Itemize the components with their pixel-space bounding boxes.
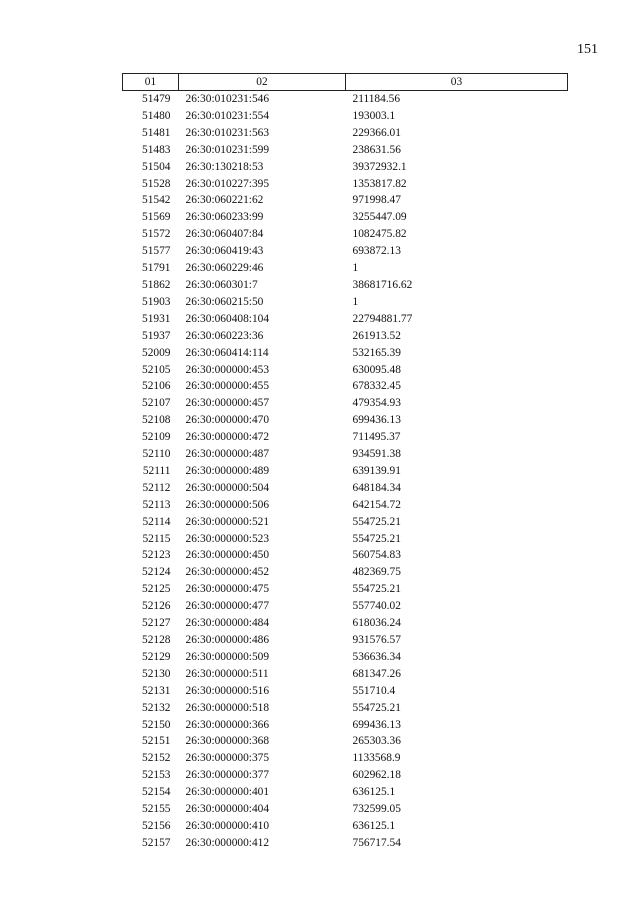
cell-cadastral-number: 26:30:010231:599 [185, 143, 270, 156]
cell-id: 52156 [142, 819, 171, 832]
cell-cadastral-number: 26:30:000000:509 [185, 650, 270, 663]
cell-cadastral-number: 26:30:060221:62 [185, 194, 264, 207]
cell-id: 52132 [142, 701, 171, 714]
cell-value: 1353817.82 [352, 177, 407, 190]
cell-cadastral-number: 26:30:000000:453 [185, 363, 270, 376]
cell-cadastral-number: 26:30:000000:366 [185, 718, 270, 731]
table-row [123, 446, 568, 463]
cell-value: 602962.18 [352, 769, 401, 782]
cell-id: 51569 [142, 211, 171, 224]
cell-cadastral-number: 26:30:000000:523 [185, 532, 270, 545]
cell-cadastral-number: 26:30:000000:452 [185, 566, 270, 579]
table-header [123, 74, 568, 91]
cell-value: 699436.13 [352, 414, 401, 427]
cell-cadastral-number: 26:30:000000:377 [185, 769, 270, 782]
cell-id: 51577 [142, 245, 171, 258]
cell-id: 52106 [142, 380, 171, 393]
table-row [123, 209, 568, 226]
cell-id: 51481 [142, 126, 171, 139]
cell-value: 554725.21 [352, 532, 401, 545]
table-row [123, 345, 568, 362]
table-row [123, 226, 568, 243]
table-row [123, 429, 568, 446]
table-row [123, 564, 568, 581]
cell-cadastral-number: 26:30:060407:84 [185, 228, 264, 241]
cell-value: 642154.72 [352, 498, 401, 511]
cell-value: 265303.36 [352, 735, 401, 748]
cell-value: 693872.13 [352, 245, 401, 258]
cell-id: 51504 [142, 160, 171, 173]
cell-id: 51528 [142, 177, 171, 190]
cell-value: 551710.4 [352, 684, 396, 697]
table-row [123, 480, 568, 497]
table-row [123, 192, 568, 209]
cell-id: 52154 [142, 786, 171, 799]
cell-value: 636125.1 [352, 786, 396, 799]
cell-value: 38681716.62 [352, 278, 413, 291]
cell-id: 52123 [142, 549, 171, 562]
table-row [123, 311, 568, 328]
header-row [123, 74, 568, 91]
cell-cadastral-number: 26:30:060215:50 [185, 295, 264, 308]
cell-cadastral-number: 26:30:000000:516 [185, 684, 270, 697]
table-row [123, 395, 568, 412]
data-table [122, 73, 568, 852]
table-row [123, 463, 568, 480]
cell-value: 532165.39 [352, 346, 401, 359]
table-row [123, 615, 568, 632]
cell-value: 229366.01 [352, 126, 401, 139]
cell-cadastral-number: 26:30:000000:518 [185, 701, 270, 714]
cell-id: 52113 [142, 498, 171, 511]
cell-value: 1 [352, 262, 359, 275]
cell-id: 52130 [142, 667, 171, 680]
cell-value: 648184.34 [352, 481, 401, 494]
cell-id: 51480 [142, 109, 171, 122]
cell-value: 678332.45 [352, 380, 401, 393]
cell-value: 732599.05 [352, 803, 401, 816]
cell-id: 52129 [142, 650, 171, 663]
table-row [123, 108, 568, 125]
cell-value: 261913.52 [352, 329, 401, 342]
cell-id: 51479 [142, 93, 171, 105]
cell-id: 51937 [142, 329, 171, 342]
cell-value: 931576.57 [352, 634, 401, 646]
cell-cadastral-number: 26:30:010231:546 [185, 93, 270, 105]
cell-cadastral-number: 26:30:000000:404 [185, 803, 270, 816]
table-row [123, 531, 568, 548]
cell-value: 557740.02 [352, 600, 401, 613]
cell-value: 238631.56 [352, 143, 401, 156]
cell-cadastral-number: 26:30:000000:477 [185, 600, 270, 613]
cell-id: 51483 [142, 143, 171, 156]
table-row [123, 243, 568, 260]
table-row [123, 581, 568, 598]
table-row [123, 260, 568, 277]
table-row [123, 497, 568, 514]
table-row [123, 750, 568, 767]
table-row [123, 412, 568, 429]
cell-value: 934591.38 [352, 448, 401, 461]
cell-cadastral-number: 26:30:000000:375 [185, 752, 270, 765]
cell-value: 618036.24 [352, 617, 401, 630]
table-row [123, 514, 568, 531]
cell-value: 554725.21 [352, 583, 401, 596]
table-row [123, 598, 568, 615]
cell-id: 52112 [142, 481, 171, 494]
cell-cadastral-number: 26:30:000000:521 [185, 515, 270, 528]
cell-cadastral-number: 26:30:000000:401 [185, 786, 270, 799]
cell-cadastral-number: 26:30:010227:395 [185, 177, 270, 190]
table-row [123, 294, 568, 311]
cell-cadastral-number: 26:30:000000:368 [185, 735, 270, 748]
cell-cadastral-number: 26:30:060408:104 [185, 312, 270, 325]
cell-value: 482369.75 [352, 566, 401, 579]
cell-value: 1 [352, 295, 359, 308]
cell-id: 52151 [142, 735, 171, 748]
cell-cadastral-number: 26:30:060223:36 [185, 329, 264, 342]
cell-value: 699436.13 [352, 718, 401, 731]
cell-id: 52126 [142, 600, 171, 613]
cell-id: 52150 [142, 718, 171, 731]
table-row [123, 818, 568, 835]
table-row [123, 277, 568, 294]
cell-value: 554725.21 [352, 515, 401, 528]
cell-id: 52155 [142, 803, 171, 816]
cell-id: 51931 [142, 312, 171, 325]
cell-id: 52107 [142, 397, 171, 410]
cell-id: 52124 [142, 566, 171, 579]
table-row [123, 717, 568, 734]
header-col-02: 02 [179, 74, 346, 91]
cell-id: 52127 [142, 617, 171, 630]
cell-id: 52125 [142, 583, 171, 596]
header-col-01: 01 [123, 74, 179, 91]
cell-value: 636125.1 [352, 819, 396, 832]
cell-value: 971998.47 [352, 194, 401, 207]
table-row [123, 91, 568, 108]
cell-id: 52109 [142, 431, 171, 444]
cell-cadastral-number: 26:30:000000:486 [185, 634, 270, 646]
cell-id: 52153 [142, 769, 171, 782]
cell-value: 681347.26 [352, 667, 401, 680]
cell-cadastral-number: 26:30:000000:470 [185, 414, 270, 427]
table-row [123, 767, 568, 784]
cell-value: 639139.91 [352, 464, 401, 477]
cell-value: 711495.37 [352, 431, 401, 444]
cell-cadastral-number: 26:30:000000:504 [185, 481, 270, 494]
cell-value: 1082475.82 [352, 228, 407, 241]
cell-cadastral-number: 26:30:000000:487 [185, 448, 270, 461]
cell-id: 52131 [142, 684, 171, 697]
table-row [123, 142, 568, 159]
cell-value: 1133568.9 [352, 752, 401, 765]
cell-cadastral-number: 26:30:000000:511 [185, 667, 269, 680]
table-body [123, 91, 568, 852]
cell-id: 51542 [142, 194, 171, 207]
cell-cadastral-number: 26:30:000000:475 [185, 583, 270, 596]
table-row [123, 666, 568, 683]
cell-id: 52114 [142, 515, 171, 528]
cell-id: 51791 [142, 262, 171, 275]
cell-cadastral-number: 26:30:000000:457 [185, 397, 270, 410]
cell-value: 630095.48 [352, 363, 401, 376]
cell-cadastral-number: 26:30:060233:99 [185, 211, 264, 224]
cell-value: 193003.1 [352, 109, 396, 122]
cell-id: 52128 [142, 634, 171, 646]
cell-cadastral-number: 26:30:060301:7 [185, 278, 258, 291]
cell-id: 52110 [142, 448, 171, 461]
table-row [123, 176, 568, 193]
table-row [123, 362, 568, 379]
cell-id: 51572 [142, 228, 171, 241]
header-col-03: 03 [346, 74, 568, 91]
cell-value: 3255447.09 [352, 211, 407, 224]
cell-id: 51903 [142, 295, 171, 308]
cell-cadastral-number: 26:30:000000:472 [185, 431, 270, 444]
cell-cadastral-number: 26:30:060229:46 [185, 262, 264, 275]
table-row [123, 378, 568, 395]
cell-cadastral-number: 26:30:000000:489 [185, 464, 270, 477]
cell-id: 52108 [142, 414, 171, 427]
cell-cadastral-number: 26:30:060414:114 [185, 346, 269, 359]
cell-id: 52105 [142, 363, 171, 376]
cell-cadastral-number: 26:30:060419:43 [185, 245, 264, 258]
table-row [123, 801, 568, 818]
cell-value: 479354.93 [352, 397, 401, 410]
cell-value: 536636.34 [352, 650, 401, 663]
cell-cadastral-number: 26:30:000000:484 [185, 617, 270, 630]
cell-cadastral-number: 26:30:000000:410 [185, 819, 270, 832]
table-row [123, 784, 568, 801]
table-row [123, 632, 568, 649]
cell-value: 22794881.77 [352, 312, 413, 325]
cell-cadastral-number: 26:30:000000:412 [185, 836, 270, 849]
cell-value: 554725.21 [352, 701, 401, 714]
table-row [123, 835, 568, 852]
page-number: 151 [577, 42, 598, 57]
table-row [123, 125, 568, 142]
cell-value: 211184.56 [352, 93, 401, 105]
cell-id: 51862 [142, 278, 171, 291]
cell-cadastral-number: 26:30:000000:455 [185, 380, 270, 393]
cell-id: 52115 [142, 532, 171, 545]
cell-cadastral-number: 26:30:130218:53 [185, 160, 264, 173]
cell-value: 39372932.1 [352, 160, 407, 173]
cell-id: 52157 [142, 836, 171, 849]
table-row [123, 159, 568, 176]
cell-value: 560754.83 [352, 549, 401, 562]
cell-id: 52152 [142, 752, 171, 765]
table-row [123, 683, 568, 700]
cell-cadastral-number: 26:30:000000:450 [185, 549, 270, 562]
cell-value: 756717.54 [352, 836, 401, 849]
table-row [123, 328, 568, 345]
table-row [123, 700, 568, 717]
cell-id: 52009 [142, 346, 171, 359]
table-row [123, 649, 568, 666]
cell-cadastral-number: 26:30:010231:554 [185, 109, 270, 122]
cell-id: 52111 [142, 464, 171, 477]
cell-cadastral-number: 26:30:000000:506 [185, 498, 270, 511]
table-row [123, 733, 568, 750]
table-row [123, 547, 568, 564]
cell-cadastral-number: 26:30:010231:563 [185, 126, 270, 139]
